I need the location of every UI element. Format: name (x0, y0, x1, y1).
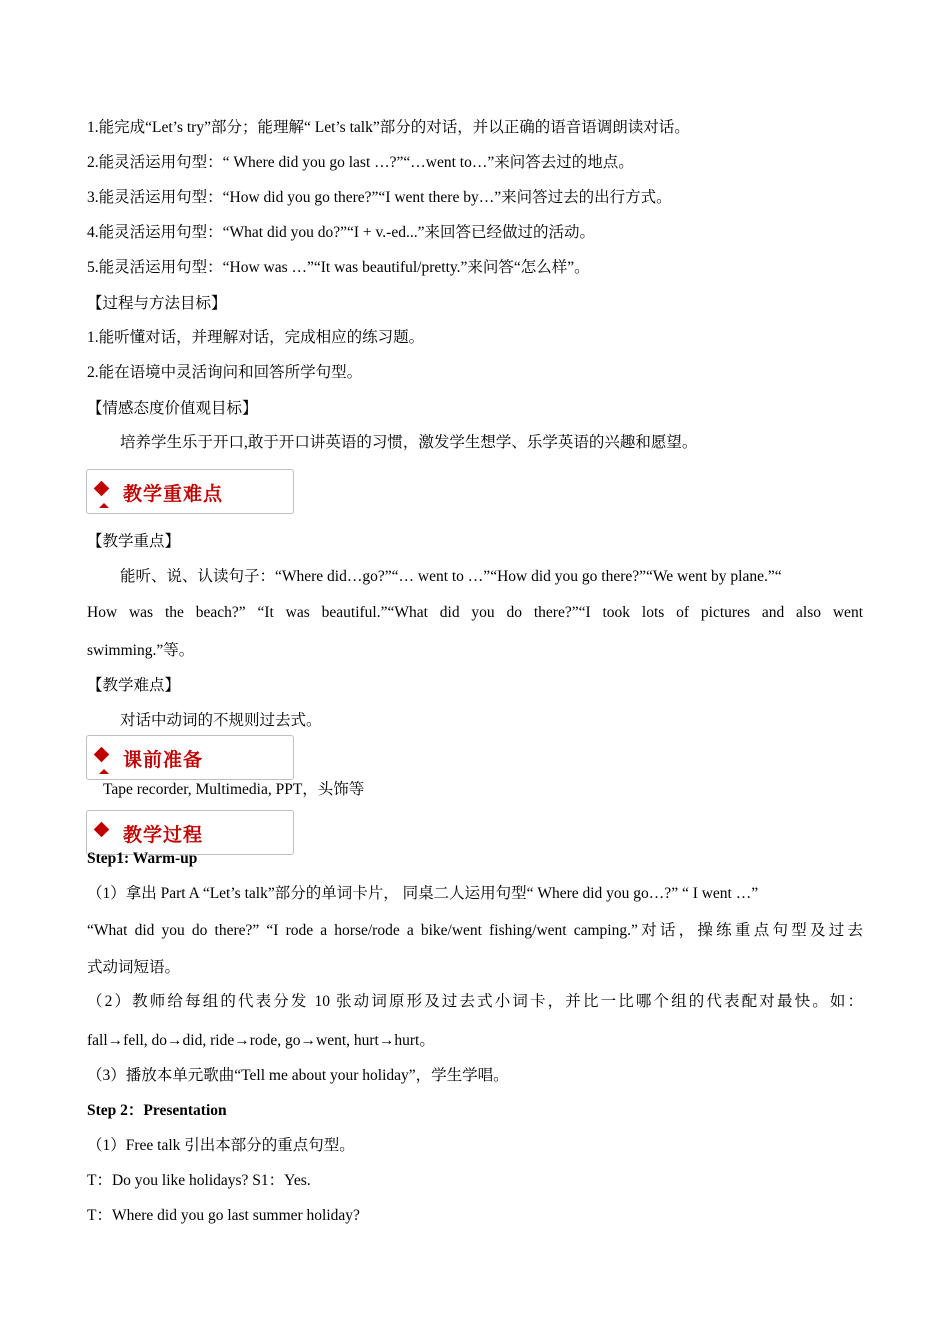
emotion-text: 培养学生乐于开口,敢于开口讲英语的习惯，激发学生想学、乐学英语的兴趣和愿望。 (120, 434, 698, 451)
step1-paragraph-3: （3）播放本单元歌曲“Tell me about your holiday”，学生学唱。 (87, 1067, 509, 1084)
process-item-2: 2.能在语境中灵活询问和回答所学句型。 (87, 364, 363, 381)
section-box-key-points (86, 469, 294, 514)
difficult-text: 对话中动词的不规则过去式。 (120, 712, 322, 729)
triangle-icon (99, 503, 109, 508)
section-box-preparation (86, 735, 294, 780)
step2-dialogue-2: T：Where did you go last summer holiday? (87, 1207, 360, 1224)
objective-1: 1.能完成“Let’s try”部分；能理解“ Let’s talk”部分的对话，并以正确的语音语调朗读对话。 (87, 119, 690, 136)
step1-paragraph-2-line-1: （2）教师给每组的代表分发 10 张动词原形及过去式小词卡，并比一比哪个组的代表配对最快。如： (87, 993, 863, 1010)
objective-4: 4.能灵活运用句型：“What did you do?”“I + v.-ed...”来回答已经做过的活动。 (87, 224, 595, 241)
diamond-icon (94, 481, 110, 497)
emotion-heading: 【情感态度价值观目标】 (87, 400, 258, 417)
objective-2: 2.能灵活运用句型：“ Where did you go last …?”“…went to…”来问答去过的地点。 (87, 154, 634, 171)
step1-paragraph-1-line-1: （1）拿出 Part A “Let’s talk”部分的单词卡片， 同桌二人运用句型“ Where did you go…?” “ I went …” (87, 885, 759, 902)
step2-paragraph-1: （1）Free talk 引出本部分的重点句型。 (87, 1137, 355, 1154)
process-item-1: 1.能听懂对话，并理解对话，完成相应的练习题。 (87, 329, 425, 346)
triangle-icon (99, 769, 109, 774)
step1-paragraph-1-line-2: “What did you do there?” “I rode a horse/rode a bike/went fishing/went camping.”对话，操练重点句型及过去 (87, 922, 863, 939)
step1-paragraph-2-line-2: fall→fell, do→did, ride→rode, go→went, hurt→hurt。 (87, 1032, 435, 1049)
diamond-icon (94, 747, 110, 763)
difficult-heading: 【教学难点】 (87, 677, 181, 694)
preparation-text: Tape recorder, Multimedia, PPT，头饰等 (103, 781, 365, 798)
step2-dialogue-1: T：Do you like holidays? S1：Yes. (87, 1172, 311, 1189)
key-text-line-1: 能听、说、认读句子：“Where did…go?”“… went to …”“How did you go there?”“We went by plane.”“ (120, 568, 782, 585)
section-title: 课前准备 (123, 749, 204, 771)
process-heading: 【过程与方法目标】 (87, 295, 227, 312)
objective-5: 5.能灵活运用句型：“How was …”“It was beautiful/pretty.”来问答“怎么样”。 (87, 259, 590, 276)
key-heading: 【教学重点】 (87, 533, 181, 550)
section-title: 教学重难点 (123, 483, 224, 505)
step1-title: Step1: Warm-up (87, 850, 198, 867)
key-text-line-2: How was the beach?” “It was beautiful.”“What did you do there?”“I took lots of pictures and also went (87, 604, 863, 621)
diamond-icon (94, 822, 110, 838)
section-title: 教学过程 (123, 824, 204, 846)
step1-paragraph-1-line-3: 式动词短语。 (87, 959, 181, 976)
objective-3: 3.能灵活运用句型：“How did you go there?”“I went there by…”来问答过去的出行方式。 (87, 189, 672, 206)
step2-title: Step 2：Presentation (87, 1102, 227, 1119)
key-text-line-3: swimming.”等。 (87, 642, 195, 659)
